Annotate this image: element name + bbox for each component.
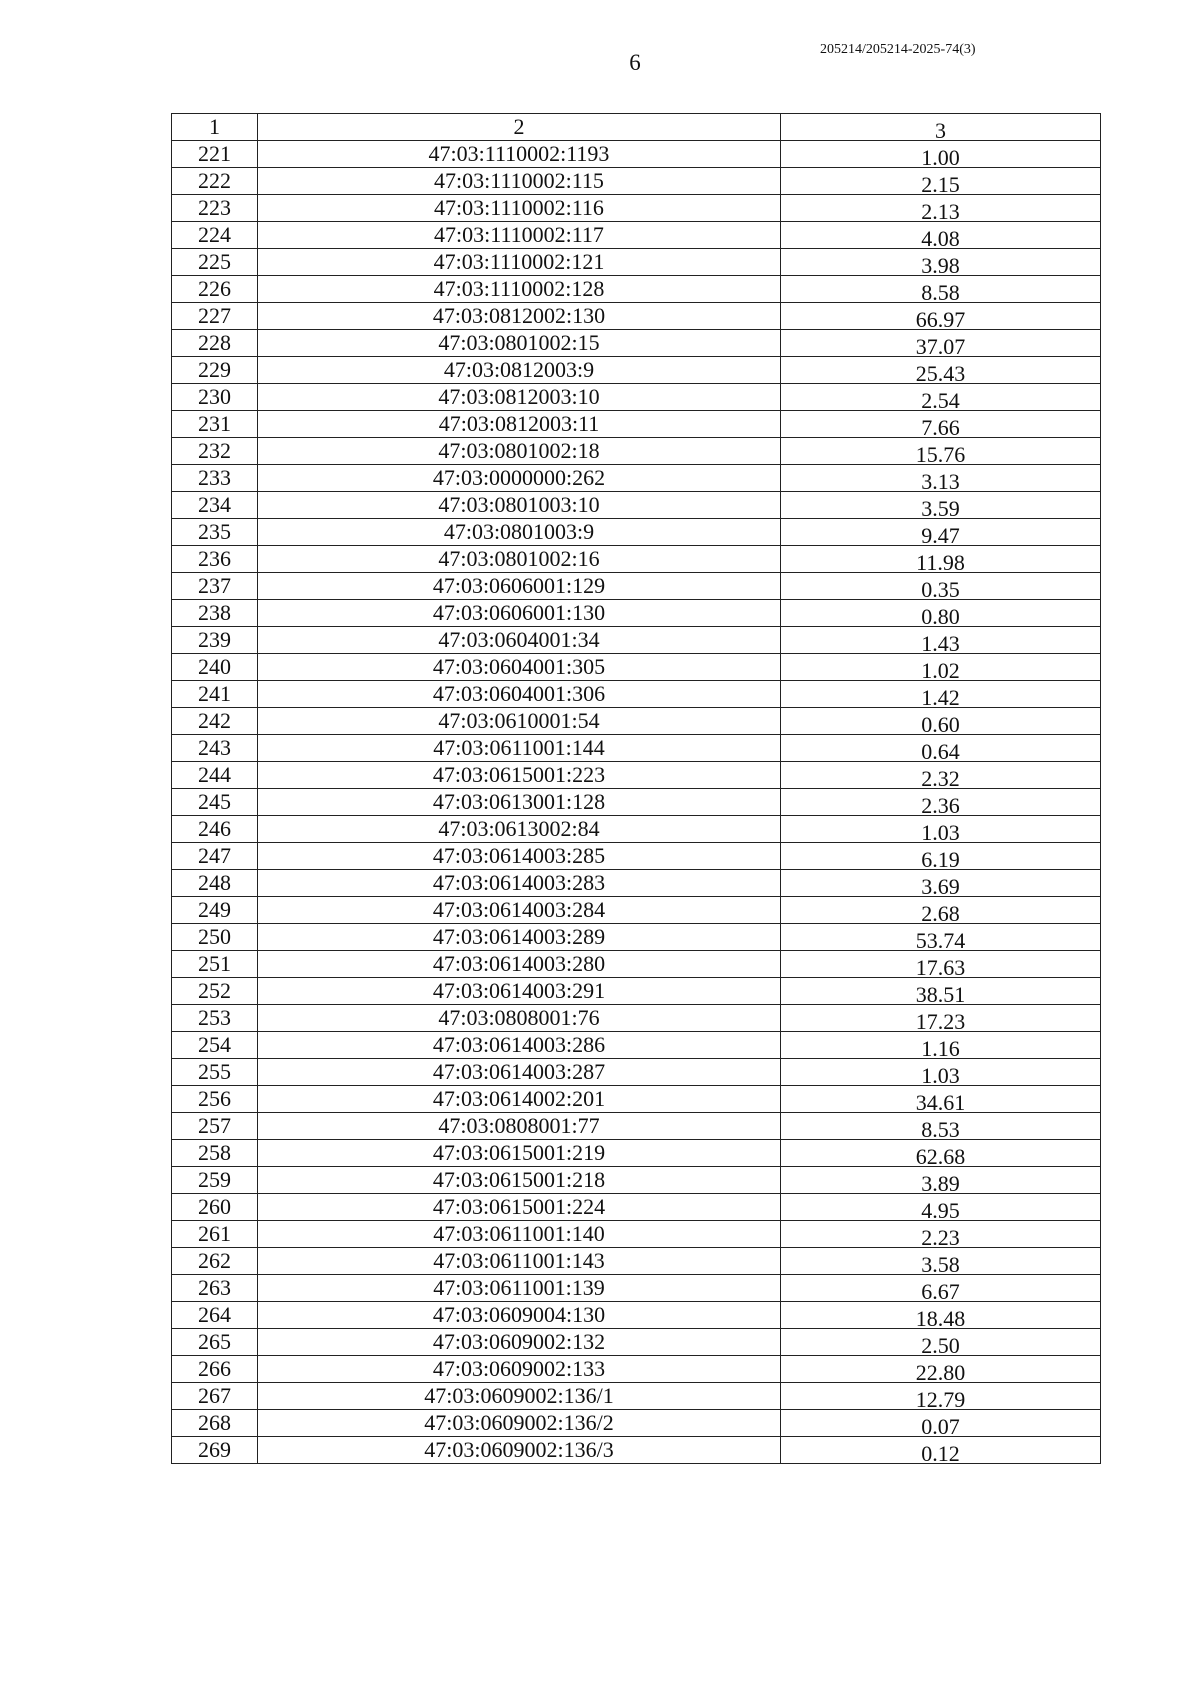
cadastral-number-cell: 47:03:0614003:285 [258, 843, 781, 870]
row-number-cell: 258 [172, 1140, 258, 1167]
cadastral-number-cell: 47:03:1110002:1193 [258, 141, 781, 168]
table-row [172, 1032, 1101, 1059]
cadastral-number-cell: 47:03:0614003:289 [258, 924, 781, 951]
value-cell-text: 4.95 [921, 1198, 960, 1221]
value-cell [781, 1221, 1101, 1248]
cadastral-number-cell: 47:03:0606001:129 [258, 573, 781, 600]
row-number-cell: 245 [172, 789, 258, 816]
table-row [172, 897, 1101, 924]
row-number-cell: 251 [172, 951, 258, 978]
value-cell [781, 573, 1101, 600]
value-cell [781, 168, 1101, 195]
value-cell-text: 3.89 [921, 1171, 960, 1194]
table-row [172, 573, 1101, 600]
row-number-cell: 244 [172, 762, 258, 789]
value-cell-text: 0.64 [921, 739, 960, 762]
cadastral-number-cell: 47:03:0614003:280 [258, 951, 781, 978]
table-row [172, 1356, 1101, 1383]
table-row [172, 1005, 1101, 1032]
cadastral-number-cell: 47:03:0614003:291 [258, 978, 781, 1005]
cadastral-number-cell: 47:03:0615001:219 [258, 1140, 781, 1167]
cadastral-number-cell: 47:03:0611001:140 [258, 1221, 781, 1248]
cadastral-number-cell: 47:03:0604001:306 [258, 681, 781, 708]
value-cell-text: 22.80 [915, 1360, 966, 1383]
value-cell [781, 789, 1101, 816]
value-cell-text: 1.43 [921, 631, 960, 654]
value-cell [781, 708, 1101, 735]
row-number-cell: 247 [172, 843, 258, 870]
value-cell-text: 0.35 [921, 577, 960, 600]
value-cell [781, 1086, 1101, 1113]
row-number-cell: 227 [172, 303, 258, 330]
cadastral-number-cell: 47:03:0812003:9 [258, 357, 781, 384]
value-cell-text: 66.97 [915, 307, 966, 330]
row-number-cell: 239 [172, 627, 258, 654]
cadastral-number-cell: 47:03:0609002:132 [258, 1329, 781, 1356]
row-number-cell: 259 [172, 1167, 258, 1194]
row-number-cell: 255 [172, 1059, 258, 1086]
row-number-cell: 238 [172, 600, 258, 627]
value-cell-text: 2.50 [921, 1333, 960, 1356]
table-row [172, 1194, 1101, 1221]
table-row [172, 681, 1101, 708]
value-cell [781, 1167, 1101, 1194]
table-row [172, 168, 1101, 195]
row-number-cell: 261 [172, 1221, 258, 1248]
header-cell-2: 2 [258, 114, 781, 141]
row-number-cell: 232 [172, 438, 258, 465]
table-row [172, 384, 1101, 411]
row-number-cell: 224 [172, 222, 258, 249]
cadastral-number-cell: 47:03:0613001:128 [258, 789, 781, 816]
cadastral-number-cell: 47:03:0000000:262 [258, 465, 781, 492]
value-cell [781, 654, 1101, 681]
cadastral-number-cell: 47:03:0615001:223 [258, 762, 781, 789]
header-cell-1: 1 [172, 114, 258, 141]
value-cell-text: 6.19 [921, 847, 960, 870]
row-number-cell: 228 [172, 330, 258, 357]
row-number-cell: 267 [172, 1383, 258, 1410]
value-cell [781, 492, 1101, 519]
value-cell-text: 1.16 [921, 1036, 960, 1059]
table-row [172, 492, 1101, 519]
table-row [172, 330, 1101, 357]
value-cell [781, 1059, 1101, 1086]
value-cell [781, 951, 1101, 978]
value-cell [781, 1140, 1101, 1167]
header-cell-3-text: 3 [935, 118, 946, 141]
table-row [172, 789, 1101, 816]
value-cell [781, 1005, 1101, 1032]
value-cell [781, 1302, 1101, 1329]
table-row [172, 141, 1101, 168]
page-number: 6 [629, 50, 641, 75]
row-number-cell: 222 [172, 168, 258, 195]
header-cell-3 [781, 114, 1101, 141]
cadastral-number-cell: 47:03:0604001:34 [258, 627, 781, 654]
value-cell-text: 3.58 [921, 1252, 960, 1275]
value-cell [781, 276, 1101, 303]
value-cell [781, 249, 1101, 276]
value-cell-text: 34.61 [915, 1090, 966, 1113]
cadastral-number-cell: 47:03:0610001:54 [258, 708, 781, 735]
value-cell [781, 897, 1101, 924]
value-cell-text: 62.68 [915, 1144, 966, 1167]
row-number-cell: 260 [172, 1194, 258, 1221]
table-row [172, 1221, 1101, 1248]
cadastral-number-cell: 47:03:1110002:116 [258, 195, 781, 222]
value-cell-text: 2.13 [921, 199, 960, 222]
row-number-cell: 237 [172, 573, 258, 600]
table-row [172, 816, 1101, 843]
table-row [172, 1140, 1101, 1167]
table-row [172, 1302, 1101, 1329]
value-cell-text: 38.51 [915, 982, 966, 1005]
row-number-cell: 242 [172, 708, 258, 735]
table-row [172, 249, 1101, 276]
row-number-cell: 264 [172, 1302, 258, 1329]
value-cell [781, 195, 1101, 222]
value-cell [781, 681, 1101, 708]
table-row [172, 303, 1101, 330]
value-cell-text: 3.69 [921, 874, 960, 897]
cadastral-number-cell: 47:03:0801002:18 [258, 438, 781, 465]
value-cell [781, 762, 1101, 789]
row-number-cell: 241 [172, 681, 258, 708]
table-row [172, 195, 1101, 222]
value-cell [781, 735, 1101, 762]
cadastral-number-cell: 47:03:0613002:84 [258, 816, 781, 843]
value-cell [781, 222, 1101, 249]
value-cell-text: 53.74 [915, 928, 966, 951]
value-cell-text: 1.02 [921, 658, 960, 681]
value-cell-text: 17.63 [915, 955, 966, 978]
value-cell-text: 2.36 [921, 793, 960, 816]
row-number-cell: 252 [172, 978, 258, 1005]
value-cell-text: 1.42 [921, 685, 960, 708]
cadastral-number-cell: 47:03:0801002:15 [258, 330, 781, 357]
value-cell [781, 519, 1101, 546]
table-row [172, 357, 1101, 384]
table-row [172, 735, 1101, 762]
table-row [172, 1248, 1101, 1275]
row-number-cell: 268 [172, 1410, 258, 1437]
cadastral-number-cell: 47:03:0801003:9 [258, 519, 781, 546]
data-table-container [171, 113, 1101, 1464]
row-number-cell: 249 [172, 897, 258, 924]
cadastral-number-cell: 47:03:0609002:133 [258, 1356, 781, 1383]
value-cell [781, 141, 1101, 168]
value-cell-text: 1.03 [921, 820, 960, 843]
table-row [172, 762, 1101, 789]
row-number-cell: 262 [172, 1248, 258, 1275]
value-cell [781, 816, 1101, 843]
cadastral-number-cell: 47:03:0614003:283 [258, 870, 781, 897]
value-cell-text: 37.07 [915, 334, 966, 357]
value-cell-text: 2.54 [921, 388, 960, 411]
value-cell-text: 2.32 [921, 766, 960, 789]
cadastral-number-cell: 47:03:1110002:115 [258, 168, 781, 195]
value-cell [781, 330, 1101, 357]
value-cell-text: 8.58 [921, 280, 960, 303]
row-number-cell: 231 [172, 411, 258, 438]
value-cell [781, 1194, 1101, 1221]
cadastral-number-cell: 47:03:0606001:130 [258, 600, 781, 627]
value-cell [781, 1113, 1101, 1140]
value-cell [781, 627, 1101, 654]
cadastral-number-cell: 47:03:0611001:144 [258, 735, 781, 762]
cadastral-number-cell: 47:03:0812003:10 [258, 384, 781, 411]
value-cell-text: 7.66 [921, 415, 960, 438]
row-number-cell: 234 [172, 492, 258, 519]
value-cell [781, 546, 1101, 573]
row-number-cell: 256 [172, 1086, 258, 1113]
row-number-cell: 253 [172, 1005, 258, 1032]
value-cell-text: 15.76 [915, 442, 966, 465]
value-cell-text: 0.60 [921, 712, 960, 735]
table-header-row [172, 114, 1101, 141]
table-row [172, 654, 1101, 681]
cadastral-number-cell: 47:03:0801002:16 [258, 546, 781, 573]
value-cell-text: 17.23 [915, 1009, 966, 1032]
cadastral-number-cell: 47:03:0609002:136/2 [258, 1410, 781, 1437]
row-number-cell: 233 [172, 465, 258, 492]
table-row [172, 1383, 1101, 1410]
table-row [172, 1437, 1101, 1464]
value-cell-text: 6.67 [921, 1279, 960, 1302]
row-number-cell: 266 [172, 1356, 258, 1383]
row-number-cell: 240 [172, 654, 258, 681]
value-cell [781, 465, 1101, 492]
document-reference: 205214/205214-2025-74(3) [820, 42, 976, 57]
value-cell [781, 924, 1101, 951]
value-cell [781, 438, 1101, 465]
table-row [172, 411, 1101, 438]
value-cell [781, 600, 1101, 627]
value-cell [781, 303, 1101, 330]
cadastral-number-cell: 47:03:0609002:136/1 [258, 1383, 781, 1410]
cadastral-number-cell: 47:03:1110002:117 [258, 222, 781, 249]
table-row [172, 870, 1101, 897]
row-number-cell: 235 [172, 519, 258, 546]
table-row [172, 924, 1101, 951]
table-row [172, 465, 1101, 492]
row-number-cell: 236 [172, 546, 258, 573]
cadastral-number-cell: 47:03:0615001:218 [258, 1167, 781, 1194]
row-number-cell: 230 [172, 384, 258, 411]
cadastral-number-cell: 47:03:0611001:139 [258, 1275, 781, 1302]
row-number-cell: 263 [172, 1275, 258, 1302]
value-cell [781, 1248, 1101, 1275]
value-cell-text: 0.07 [921, 1414, 960, 1437]
cadastral-number-cell: 47:03:0812003:11 [258, 411, 781, 438]
table-row [172, 627, 1101, 654]
table-row [172, 1410, 1101, 1437]
table-row [172, 1059, 1101, 1086]
row-number-cell: 243 [172, 735, 258, 762]
row-number-cell: 225 [172, 249, 258, 276]
value-cell [781, 411, 1101, 438]
cadastral-number-cell: 47:03:0808001:76 [258, 1005, 781, 1032]
value-cell-text: 9.47 [921, 523, 960, 546]
value-cell-text: 12.79 [915, 1387, 966, 1410]
table-row [172, 1086, 1101, 1113]
value-cell-text: 4.08 [921, 226, 960, 249]
row-number-cell: 223 [172, 195, 258, 222]
table-row [172, 222, 1101, 249]
value-cell-text: 3.59 [921, 496, 960, 519]
table-row [172, 519, 1101, 546]
value-cell [781, 1383, 1101, 1410]
value-cell-text: 11.98 [916, 550, 965, 573]
table-row [172, 276, 1101, 303]
cadastral-number-cell: 47:03:0812002:130 [258, 303, 781, 330]
cadastral-number-cell: 47:03:0801003:10 [258, 492, 781, 519]
row-number-cell: 248 [172, 870, 258, 897]
value-cell-text: 0.12 [921, 1441, 960, 1464]
table-body [172, 114, 1101, 1464]
value-cell [781, 1356, 1101, 1383]
cadastral-number-cell: 47:03:0614003:284 [258, 897, 781, 924]
table-row [172, 600, 1101, 627]
table-row [172, 843, 1101, 870]
cadastral-number-cell: 47:03:0614002:201 [258, 1086, 781, 1113]
cadastral-number-cell: 47:03:1110002:128 [258, 276, 781, 303]
row-number-cell: 229 [172, 357, 258, 384]
value-cell-text: 3.13 [921, 469, 960, 492]
value-cell [781, 843, 1101, 870]
value-cell [781, 870, 1101, 897]
cadastral-number-cell: 47:03:0609002:136/3 [258, 1437, 781, 1464]
value-cell [781, 1329, 1101, 1356]
data-table [171, 113, 1101, 1464]
value-cell [781, 1437, 1101, 1464]
table-row [172, 1275, 1101, 1302]
row-number-cell: 250 [172, 924, 258, 951]
value-cell-text: 2.15 [921, 172, 960, 195]
value-cell [781, 384, 1101, 411]
value-cell [781, 1410, 1101, 1437]
value-cell-text: 25.43 [915, 361, 966, 384]
value-cell [781, 978, 1101, 1005]
table-row [172, 1167, 1101, 1194]
value-cell-text: 8.53 [921, 1117, 960, 1140]
value-cell-text: 1.00 [921, 145, 960, 168]
value-cell-text: 1.03 [921, 1063, 960, 1086]
cadastral-number-cell: 47:03:0609004:130 [258, 1302, 781, 1329]
cadastral-number-cell: 47:03:0808001:77 [258, 1113, 781, 1140]
table-row [172, 951, 1101, 978]
cadastral-number-cell: 47:03:0615001:224 [258, 1194, 781, 1221]
table-row [172, 708, 1101, 735]
table-row [172, 546, 1101, 573]
value-cell-text: 3.98 [921, 253, 960, 276]
table-row [172, 1113, 1101, 1140]
row-number-cell: 257 [172, 1113, 258, 1140]
row-number-cell: 265 [172, 1329, 258, 1356]
row-number-cell: 221 [172, 141, 258, 168]
cadastral-number-cell: 47:03:1110002:121 [258, 249, 781, 276]
value-cell [781, 1032, 1101, 1059]
row-number-cell: 226 [172, 276, 258, 303]
cadastral-number-cell: 47:03:0614003:286 [258, 1032, 781, 1059]
cadastral-number-cell: 47:03:0611001:143 [258, 1248, 781, 1275]
value-cell [781, 1275, 1101, 1302]
value-cell-text: 0.80 [921, 604, 960, 627]
value-cell-text: 2.23 [921, 1225, 960, 1248]
value-cell-text: 2.68 [921, 901, 960, 924]
cadastral-number-cell: 47:03:0614003:287 [258, 1059, 781, 1086]
row-number-cell: 269 [172, 1437, 258, 1464]
table-row [172, 978, 1101, 1005]
row-number-cell: 246 [172, 816, 258, 843]
table-row [172, 1329, 1101, 1356]
table-row [172, 438, 1101, 465]
row-number-cell: 254 [172, 1032, 258, 1059]
cadastral-number-cell: 47:03:0604001:305 [258, 654, 781, 681]
value-cell [781, 357, 1101, 384]
value-cell-text: 18.48 [915, 1306, 966, 1329]
